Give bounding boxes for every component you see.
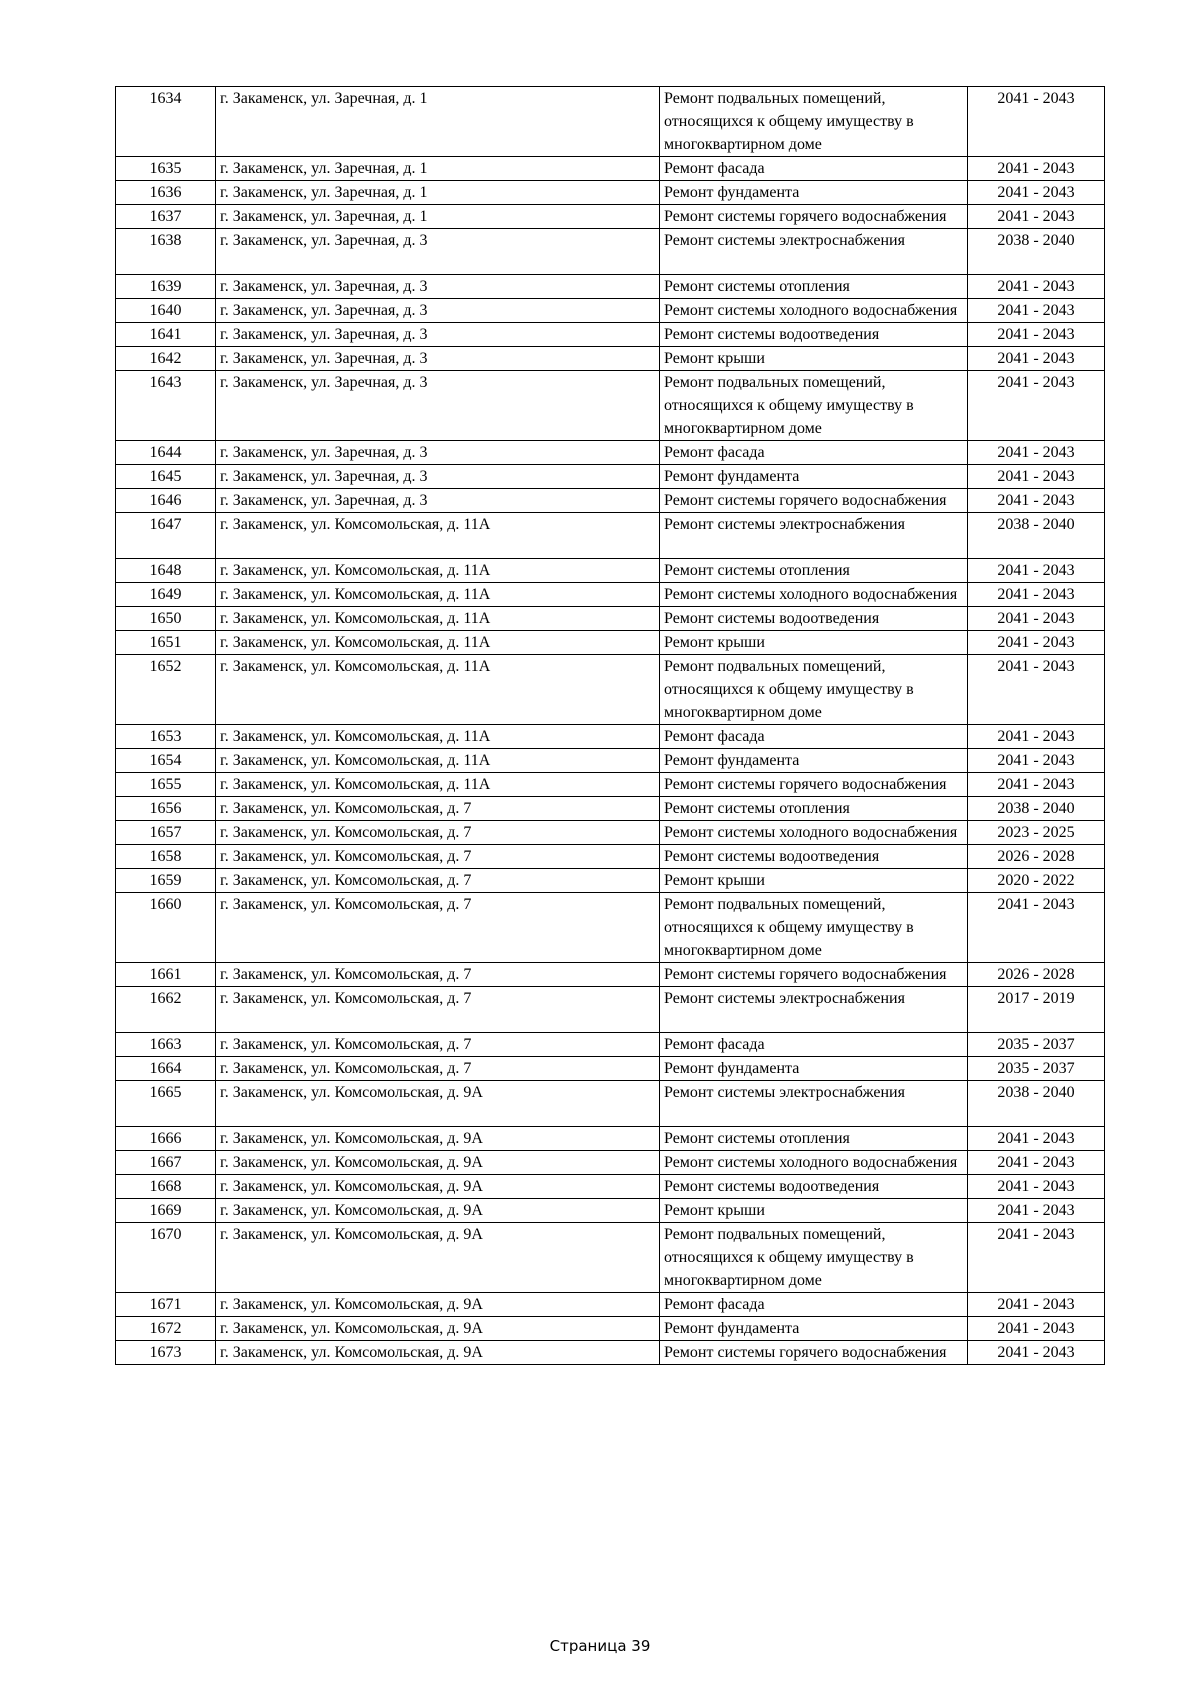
table-row [116,513,1105,559]
period-cell: 2038 - 2040 [968,797,1105,821]
address-cell: г. Закаменск, ул. Комсомольская, д. 11А [216,773,660,797]
work-type-cell: Ремонт системы отопления [660,797,968,821]
table-row [116,583,1105,607]
table-row [116,1293,1105,1317]
table-row [116,1223,1105,1293]
address-cell: г. Закаменск, ул. Комсомольская, д. 11А [216,607,660,631]
work-type-cell: Ремонт фасада [660,725,968,749]
row-number: 1642 [116,347,216,371]
period-cell: 2026 - 2028 [968,845,1105,869]
period-cell: 2041 - 2043 [968,607,1105,631]
work-type-cell: Ремонт крыши [660,869,968,893]
work-type-cell: Ремонт подвальных помещений, относящихся к общему имуществу в многоквартирном доме [660,1223,968,1293]
table-row [116,725,1105,749]
address-cell: г. Закаменск, ул. Комсомольская, д. 9А [216,1317,660,1341]
period-cell: 2041 - 2043 [968,87,1105,157]
table-row [116,1199,1105,1223]
period-cell: 2041 - 2043 [968,1175,1105,1199]
period-cell: 2035 - 2037 [968,1057,1105,1081]
table-row [116,157,1105,181]
period-cell: 2041 - 2043 [968,725,1105,749]
work-type-cell: Ремонт системы электроснабжения [660,1081,968,1127]
period-cell: 2038 - 2040 [968,229,1105,275]
row-number: 1656 [116,797,216,821]
address-cell: г. Закаменск, ул. Комсомольская, д. 9А [216,1127,660,1151]
address-cell: г. Закаменск, ул. Заречная, д. 3 [216,465,660,489]
work-type-cell: Ремонт системы холодного водоснабжения [660,299,968,323]
period-cell: 2041 - 2043 [968,1223,1105,1293]
table-row [116,465,1105,489]
address-cell: г. Закаменск, ул. Комсомольская, д. 9А [216,1151,660,1175]
period-cell: 2020 - 2022 [968,869,1105,893]
table-row [116,797,1105,821]
work-type-cell: Ремонт системы отопления [660,275,968,299]
row-number: 1665 [116,1081,216,1127]
table-row [116,323,1105,347]
period-cell: 2041 - 2043 [968,1293,1105,1317]
table-row [116,1033,1105,1057]
row-number: 1670 [116,1223,216,1293]
address-cell: г. Закаменск, ул. Заречная, д. 3 [216,229,660,275]
table-row [116,1057,1105,1081]
repair-schedule-table [115,86,1105,1365]
table-row [116,1081,1105,1127]
period-cell: 2041 - 2043 [968,1151,1105,1175]
period-cell: 2041 - 2043 [968,1317,1105,1341]
work-type-cell: Ремонт системы электроснабжения [660,987,968,1033]
work-type-cell: Ремонт системы водоотведения [660,1175,968,1199]
work-type-cell: Ремонт системы холодного водоснабжения [660,583,968,607]
row-number: 1655 [116,773,216,797]
table-row [116,299,1105,323]
row-number: 1648 [116,559,216,583]
address-cell: г. Закаменск, ул. Комсомольская, д. 7 [216,821,660,845]
row-number: 1650 [116,607,216,631]
table-row [116,607,1105,631]
work-type-cell: Ремонт фасада [660,157,968,181]
period-cell: 2026 - 2028 [968,963,1105,987]
address-cell: г. Закаменск, ул. Заречная, д. 3 [216,347,660,371]
table-body [116,87,1105,1365]
table-row [116,821,1105,845]
row-number: 1638 [116,229,216,275]
row-number: 1634 [116,87,216,157]
address-cell: г. Закаменск, ул. Комсомольская, д. 9А [216,1223,660,1293]
address-cell: г. Закаменск, ул. Заречная, д. 3 [216,371,660,441]
row-number: 1643 [116,371,216,441]
period-cell: 2041 - 2043 [968,157,1105,181]
address-cell: г. Закаменск, ул. Комсомольская, д. 7 [216,1033,660,1057]
row-number: 1651 [116,631,216,655]
work-type-cell: Ремонт фасада [660,1293,968,1317]
row-number: 1669 [116,1199,216,1223]
address-cell: г. Закаменск, ул. Комсомольская, д. 11А [216,559,660,583]
address-cell: г. Закаменск, ул. Комсомольская, д. 7 [216,963,660,987]
address-cell: г. Закаменск, ул. Комсомольская, д. 7 [216,869,660,893]
work-type-cell: Ремонт системы водоотведения [660,323,968,347]
work-type-cell: Ремонт системы электроснабжения [660,229,968,275]
row-number: 1640 [116,299,216,323]
period-cell: 2041 - 2043 [968,749,1105,773]
address-cell: г. Закаменск, ул. Заречная, д. 3 [216,275,660,299]
table-row [116,749,1105,773]
table-row [116,489,1105,513]
address-cell: г. Закаменск, ул. Комсомольская, д. 7 [216,893,660,963]
period-cell: 2041 - 2043 [968,1341,1105,1365]
period-cell: 2041 - 2043 [968,323,1105,347]
row-number: 1673 [116,1341,216,1365]
work-type-cell: Ремонт подвальных помещений, относящихся к общему имуществу в многоквартирном доме [660,371,968,441]
work-type-cell: Ремонт системы горячего водоснабжения [660,489,968,513]
period-cell: 2041 - 2043 [968,371,1105,441]
work-type-cell: Ремонт системы холодного водоснабжения [660,821,968,845]
address-cell: г. Закаменск, ул. Комсомольская, д. 9А [216,1175,660,1199]
address-cell: г. Закаменск, ул. Заречная, д. 3 [216,323,660,347]
address-cell: г. Закаменск, ул. Комсомольская, д. 7 [216,845,660,869]
address-cell: г. Закаменск, ул. Комсомольская, д. 11А [216,513,660,559]
table-row [116,229,1105,275]
period-cell: 2041 - 2043 [968,655,1105,725]
work-type-cell: Ремонт системы холодного водоснабжения [660,1151,968,1175]
period-cell: 2041 - 2043 [968,1127,1105,1151]
row-number: 1662 [116,987,216,1033]
period-cell: 2038 - 2040 [968,513,1105,559]
row-number: 1657 [116,821,216,845]
row-number: 1664 [116,1057,216,1081]
period-cell: 2035 - 2037 [968,1033,1105,1057]
work-type-cell: Ремонт подвальных помещений, относящихся к общему имуществу в многоквартирном доме [660,655,968,725]
address-cell: г. Закаменск, ул. Комсомольская, д. 9А [216,1293,660,1317]
work-type-cell: Ремонт фундамента [660,1057,968,1081]
address-cell: г. Закаменск, ул. Комсомольская, д. 7 [216,987,660,1033]
row-number: 1658 [116,845,216,869]
row-number: 1647 [116,513,216,559]
row-number: 1652 [116,655,216,725]
work-type-cell: Ремонт фасада [660,441,968,465]
address-cell: г. Закаменск, ул. Комсомольская, д. 7 [216,1057,660,1081]
period-cell: 2041 - 2043 [968,559,1105,583]
address-cell: г. Закаменск, ул. Комсомольская, д. 11А [216,749,660,773]
work-type-cell: Ремонт системы водоотведения [660,607,968,631]
period-cell: 2041 - 2043 [968,299,1105,323]
work-type-cell: Ремонт подвальных помещений, относящихся к общему имуществу в многоквартирном доме [660,893,968,963]
table-row [116,773,1105,797]
row-number: 1637 [116,205,216,229]
work-type-cell: Ремонт системы горячего водоснабжения [660,963,968,987]
period-cell: 2041 - 2043 [968,347,1105,371]
row-number: 1661 [116,963,216,987]
table-row [116,87,1105,157]
table-row [116,963,1105,987]
address-cell: г. Закаменск, ул. Комсомольская, д. 9А [216,1341,660,1365]
row-number: 1668 [116,1175,216,1199]
table-row [116,441,1105,465]
address-cell: г. Закаменск, ул. Заречная, д. 1 [216,87,660,157]
row-number: 1644 [116,441,216,465]
row-number: 1672 [116,1317,216,1341]
period-cell: 2041 - 2043 [968,465,1105,489]
table-row [116,181,1105,205]
period-cell: 2038 - 2040 [968,1081,1105,1127]
work-type-cell: Ремонт фундамента [660,181,968,205]
table-row [116,1317,1105,1341]
period-cell: 2041 - 2043 [968,893,1105,963]
table-row [116,845,1105,869]
work-type-cell: Ремонт фундамента [660,1317,968,1341]
row-number: 1667 [116,1151,216,1175]
address-cell: г. Закаменск, ул. Заречная, д. 3 [216,441,660,465]
period-cell: 2041 - 2043 [968,489,1105,513]
work-type-cell: Ремонт системы горячего водоснабжения [660,1341,968,1365]
row-number: 1671 [116,1293,216,1317]
work-type-cell: Ремонт фасада [660,1033,968,1057]
address-cell: г. Закаменск, ул. Комсомольская, д. 11А [216,725,660,749]
table-row [116,347,1105,371]
row-number: 1636 [116,181,216,205]
work-type-cell: Ремонт фундамента [660,749,968,773]
table-row [116,371,1105,441]
period-cell: 2017 - 2019 [968,987,1105,1033]
table-row [116,655,1105,725]
period-cell: 2041 - 2043 [968,773,1105,797]
row-number: 1659 [116,869,216,893]
row-number: 1639 [116,275,216,299]
table-row [116,893,1105,963]
period-cell: 2041 - 2043 [968,1199,1105,1223]
row-number: 1666 [116,1127,216,1151]
row-number: 1663 [116,1033,216,1057]
address-cell: г. Закаменск, ул. Комсомольская, д. 11А [216,583,660,607]
address-cell: г. Закаменск, ул. Заречная, д. 1 [216,157,660,181]
work-type-cell: Ремонт крыши [660,347,968,371]
period-cell: 2041 - 2043 [968,205,1105,229]
work-type-cell: Ремонт системы водоотведения [660,845,968,869]
address-cell: г. Закаменск, ул. Комсомольская, д. 11А [216,631,660,655]
table-row [116,987,1105,1033]
table-row [116,275,1105,299]
work-type-cell: Ремонт крыши [660,631,968,655]
table-row [116,559,1105,583]
period-cell: 2041 - 2043 [968,441,1105,465]
period-cell: 2041 - 2043 [968,631,1105,655]
period-cell: 2041 - 2043 [968,181,1105,205]
work-type-cell: Ремонт системы горячего водоснабжения [660,205,968,229]
row-number: 1641 [116,323,216,347]
address-cell: г. Закаменск, ул. Комсомольская, д. 9А [216,1081,660,1127]
row-number: 1653 [116,725,216,749]
page-number: Страница 39 [549,1637,651,1655]
work-type-cell: Ремонт системы горячего водоснабжения [660,773,968,797]
address-cell: г. Закаменск, ул. Заречная, д. 3 [216,489,660,513]
table-row [116,1341,1105,1365]
row-number: 1649 [116,583,216,607]
address-cell: г. Закаменск, ул. Комсомольская, д. 7 [216,797,660,821]
row-number: 1645 [116,465,216,489]
table-row [116,1127,1105,1151]
address-cell: г. Закаменск, ул. Комсомольская, д. 9А [216,1199,660,1223]
table-row [116,869,1105,893]
period-cell: 2041 - 2043 [968,583,1105,607]
table-row [116,205,1105,229]
row-number: 1654 [116,749,216,773]
work-type-cell: Ремонт крыши [660,1199,968,1223]
row-number: 1660 [116,893,216,963]
address-cell: г. Закаменск, ул. Заречная, д. 1 [216,181,660,205]
address-cell: г. Закаменск, ул. Заречная, д. 3 [216,299,660,323]
table-row [116,1151,1105,1175]
work-type-cell: Ремонт системы электроснабжения [660,513,968,559]
address-cell: г. Закаменск, ул. Заречная, д. 1 [216,205,660,229]
address-cell: г. Закаменск, ул. Комсомольская, д. 11А [216,655,660,725]
table-row [116,631,1105,655]
period-cell: 2023 - 2025 [968,821,1105,845]
work-type-cell: Ремонт системы отопления [660,1127,968,1151]
row-number: 1635 [116,157,216,181]
period-cell: 2041 - 2043 [968,275,1105,299]
work-type-cell: Ремонт системы отопления [660,559,968,583]
table-row [116,1175,1105,1199]
work-type-cell: Ремонт фундамента [660,465,968,489]
work-type-cell: Ремонт подвальных помещений, относящихся к общему имуществу в многоквартирном доме [660,87,968,157]
row-number: 1646 [116,489,216,513]
